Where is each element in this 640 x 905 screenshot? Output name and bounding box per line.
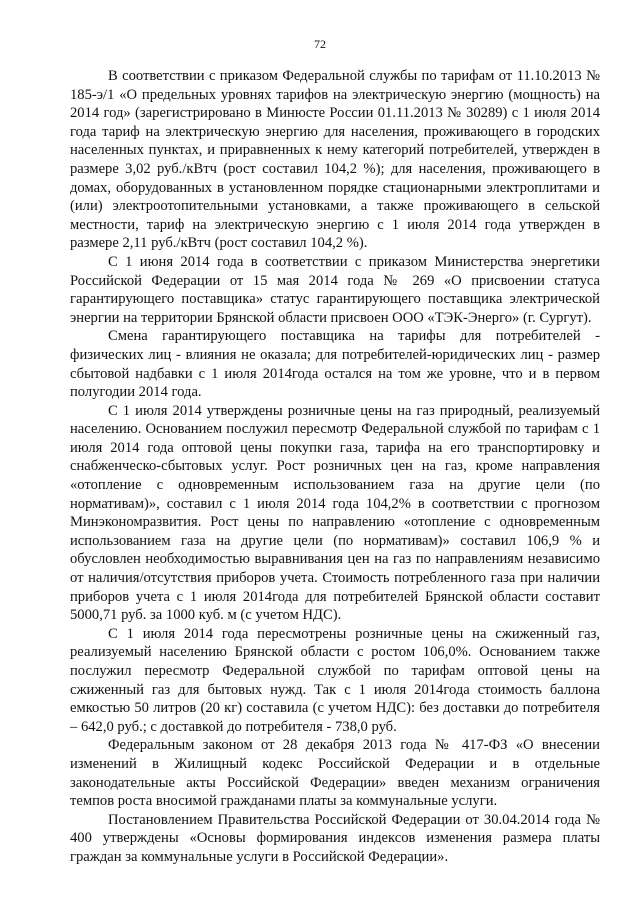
paragraph-guaranteeing-supplier: С 1 июня 2014 года в соответствии с приказом Министерства энергетики Российской Федерации от 15 мая 2014 года № 269 «О присвоении статуса гарантирующего поставщика» статус гарантирующего поставщика электрической энергии на территории Брянской области присвоен ООО «ТЭК-Энерго» (г. Сургут).: [70, 253, 600, 326]
paragraph-federal-law-417: Федеральным законом от 28 декабря 2013 года № 417-ФЗ «О внесении изменений в Жилищный кодекс Российской Федерации и в отдельные законодательные акты Российской Федерации» введен механизм ограничения темпов роста вносимой гражданами платы за коммунальные услуги.: [70, 737, 600, 810]
paragraph-natural-gas-prices: С 1 июля 2014 утверждены розничные цены на газ природный, реализуемый населению. Основанием послужил пересмотр Федеральной службой по тарифам с 1 июля 2014 года оптовой цены покупки газа, тарифа на его транспортировку и снабженческо-сбытовых услуг. Рост розничных цен на газ, кроме направления «отопление с одновременным использованием газа на другие цели (по нормативам)», составил с 1 июля 2014 года 104,2% в соответствии с прогнозом Минэкономразвития. Рост цены по направлению «отопление с одновременным использованием газа на другие цели (по нормативам)» составил 106,9 % и обусловлен необходимостью выравнивания цен на газ по направлениям независимо от наличия/отсутствия приборов учета. Стоимость потребленного газа при наличии приборов учета с 1 июля 2014года для потребителей Брянской области составит 5000,71 руб. за 1000 куб. м (с учетом НДС).: [70, 402, 600, 624]
paragraph-government-decree-400: Постановлением Правительства Российской Федерации от 30.04.2014 года № 400 утверждены «Основы формирования индексов изменения размера платы граждан за коммунальные услуги в Российской Федерации».: [70, 811, 600, 865]
paragraph-liquefied-gas-prices: С 1 июля 2014 года пересмотрены розничные цены на сжиженный газ, реализуемый населению Брянской области с ростом 106,0%. Основанием также послужил пересмотр Федеральной службой по тарифам оптовой цены на сжиженный газ для бытовых нужд. Так с 1 июля 2014года стоимость баллона емкостью 50 литров (20 кг) составила (с учетом НДС): без доставки до потребителя – 642,0 руб.; с доставкой до потребителя - 738,0 руб.: [70, 625, 600, 735]
paragraph-electricity-tariffs: В соответствии с приказом Федеральной службы по тарифам от 11.10.2013 № 185-э/1 «О предельных уровнях тарифов на электрическую энергию (мощность) на 2014 год» (зарегистрировано в Минюсте России 01.11.2013 № 30289) с 1 июля 2014 года тариф на электрическую энергию для населения, проживающего в городских населенных пунктах, и приравненных к нему категорий потребителей, утвержден в размере 3,02 руб./кВтч (рост составил 104,2 %); для населения, проживающего в домах, оборудованных в установленном порядке стационарными электроплитами и (или) электроотопительными установками, а также проживающего в сельской местности, тариф на электрическую энергию с 1 июля 2014 года утвержден в размере 2,11 руб./кВтч (рост составил 104,2 %).: [70, 68, 600, 252]
document-body: [70, 67, 600, 867]
paragraph-supplier-change: Смена гарантирующего поставщика на тарифы для потребителей - физических лиц - влияния не оказала; для потребителей-юридических лиц - размер сбытовой надбавки с 1 июля 2014года остался на том же уровне, что и в первом полугодии 2014 года.: [70, 328, 600, 401]
page-number: 72: [314, 37, 326, 51]
